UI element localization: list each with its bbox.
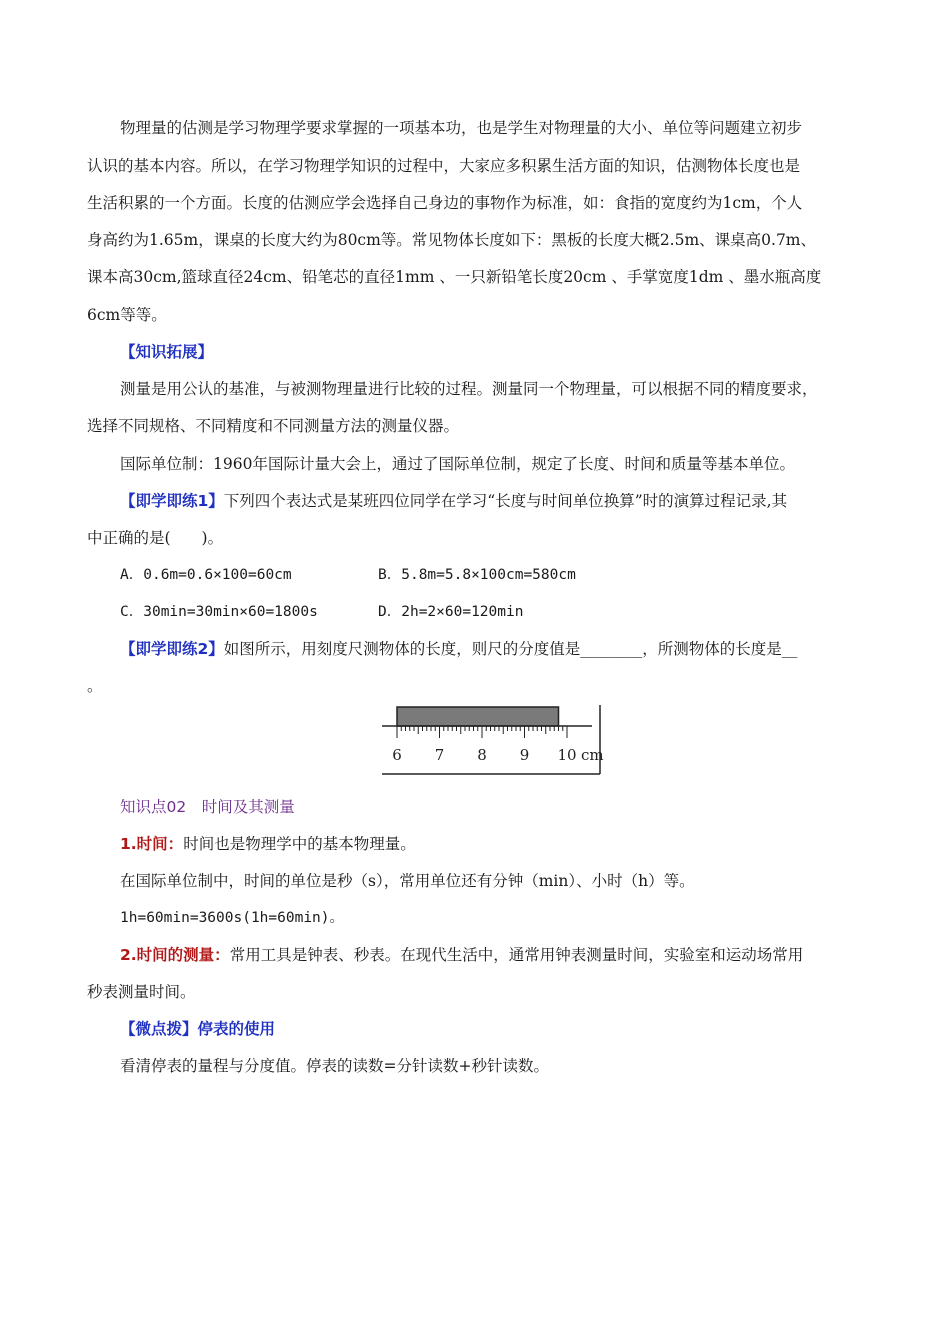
- time-measurement: [120, 944, 803, 966]
- ruler-tick-label: 9: [519, 746, 530, 764]
- exercise-2-question-cont: 。: [87, 677, 103, 695]
- ruler-ticks: [397, 726, 567, 738]
- exercise-1-text: 下列四个表达式是某班四位同学在学习“长度与时间单位换算”时的演算过程记录,其: [223, 492, 788, 510]
- paragraph-line: 物理量的估测是学习物理学要求掌握的一项基本功，也是学生对物理量的大小、单位等问题建立初步: [120, 119, 803, 137]
- option-c: C．30min=30min×60=1800s: [120, 604, 318, 620]
- ruler-tick-labels: [392, 746, 576, 764]
- option-d: D．2h=2×60=120min: [378, 604, 524, 620]
- knowledge-extension-heading: 【知识拓展】: [120, 343, 214, 361]
- time-definition: [120, 833, 416, 855]
- time-conversion-line: 1h=60min=3600s(1h=60min)。: [120, 910, 345, 926]
- ruler-tick-label: 8: [477, 746, 487, 764]
- ruler-tick-label: 10: [557, 746, 577, 764]
- exercise-2-text: 如图所示，用刻度尺测物体的长度，则尺的分度值是________，所测物体的长度是__: [223, 640, 798, 658]
- option-a: A．0.6m=0.6×100=60cm: [120, 567, 292, 583]
- exercise-2-tag: 【即学即练2】: [120, 640, 224, 658]
- ruler-unit-label: cm: [581, 746, 604, 764]
- paragraph-line: 测量是用公认的基准，与被测物理量进行比较的过程。测量同一个物理量，可以根据不同的精度要求，: [120, 380, 818, 398]
- paragraph-line: 生活积累的一个方面。长度的估测应学会选择自己身边的事物作为标准，如：食指的宽度约为1cm，个人: [87, 194, 803, 212]
- time-units-line: 在国际单位制中，时间的单位是秒（s），常用单位还有分钟（min）、小时（h）等。: [120, 872, 695, 890]
- paragraph-line: 6cm等等。: [87, 306, 167, 324]
- tip-heading: 【微点拨】停表的使用: [120, 1020, 276, 1038]
- time-measurement-cont: 秒表测量时间。: [87, 983, 196, 1001]
- tip-text: 看清停表的量程与分度值。停表的读数=分针读数+秒针读数。: [120, 1057, 549, 1075]
- time-text: 时间也是物理学中的基本物理量。: [183, 835, 416, 853]
- paragraph-line: 身高约为1.65m，课桌的长度大约为80cm等。常见物体长度如下：黑板的长度大概2.5m、课桌高0.7m、: [87, 231, 817, 249]
- exercise-1-question: [120, 490, 787, 512]
- time-measurement-label: 2.时间的测量：: [120, 946, 230, 964]
- exercise-2-question: [120, 638, 797, 660]
- ruler-tick-label: 7: [434, 746, 445, 764]
- paragraph-line: 课本高30cm,篮球直径24cm、铅笔芯的直径1mm 、一只新铅笔长度20cm 、手掌宽度1dm 、墨水瓶高度: [87, 268, 822, 286]
- paragraph-line: 认识的基本内容。所以，在学习物理学知识的过程中，大家应多积累生活方面的知识，估测物体长度也是: [87, 157, 801, 175]
- exercise-1-question-cont: 中正确的是( )。: [87, 529, 224, 547]
- paragraph-line: 选择不同规格、不同精度和不同测量方法的测量仪器。: [87, 417, 460, 435]
- option-b: B．5.8m=5.8×100cm=580cm: [378, 567, 576, 583]
- time-label: 1.时间：: [120, 835, 184, 853]
- measured-object: [397, 707, 559, 726]
- si-paragraph: 国际单位制：1960年国际计量大会上，通过了国际单位制，规定了长度、时间和质量等基本单位。: [120, 455, 795, 473]
- exercise-1-tag: 【即学即练1】: [120, 492, 224, 510]
- knowledge-point-02-title: 知识点02 时间及其测量: [120, 798, 295, 816]
- time-measurement-text: 常用工具是钟表、秒表。在现代生活中，通常用钟表测量时间，实验室和运动场常用: [229, 946, 804, 964]
- ruler-figure: [380, 704, 606, 778]
- ruler-tick-label: 6: [392, 746, 402, 764]
